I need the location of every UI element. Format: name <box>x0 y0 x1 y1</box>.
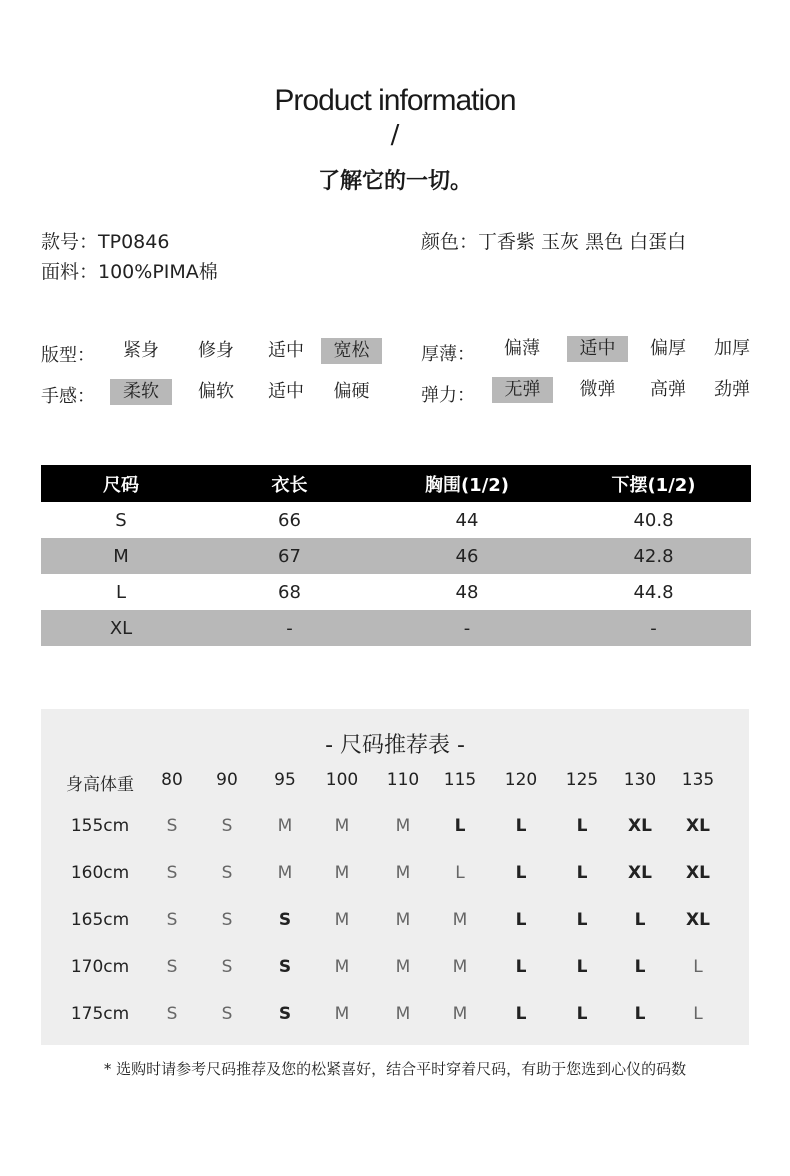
recommended-size-cell: XL <box>686 910 710 930</box>
length-cell: 68 <box>278 581 301 603</box>
recommended-size-cell: M <box>452 1004 468 1024</box>
recommended-size-cell: XL <box>628 863 652 883</box>
recommended-size-cell: L <box>515 1004 527 1024</box>
fit-option[interactable]: 宽松 <box>321 338 382 364</box>
recommended-size-cell: L <box>455 863 465 883</box>
thickness-option[interactable]: 适中 <box>567 336 628 362</box>
thickness-option[interactable]: 偏厚 <box>650 338 686 359</box>
elasticity-option[interactable]: 无弹 <box>492 377 553 403</box>
recommended-size-cell: L <box>693 1004 703 1024</box>
chest-cell: 48 <box>455 581 479 603</box>
size-cell: S <box>115 509 127 531</box>
size-table-header-cell: 下摆(1/2) <box>556 465 751 502</box>
weight-header: 125 <box>565 770 599 790</box>
recommended-size-cell: M <box>395 910 411 930</box>
recommended-size-cell: M <box>395 863 411 883</box>
recommended-size-cell: M <box>452 910 468 930</box>
recommended-size-cell: L <box>693 957 703 977</box>
size-cell: L <box>115 581 127 603</box>
footnote: * 选购时请参考尺码推荐及您的松紧喜好，结合平时穿着尺码，有助于您选到心仪的码数 <box>103 1060 687 1078</box>
table-row <box>41 502 751 538</box>
hem-cell: 40.8 <box>633 509 674 531</box>
recommended-size-cell: S <box>221 816 233 836</box>
hand-feel-option[interactable]: 偏硬 <box>333 381 370 402</box>
recommended-size-cell: L <box>454 816 466 836</box>
weight-header: 130 <box>623 770 657 790</box>
fit-option[interactable]: 紧身 <box>123 340 159 361</box>
elasticity-option[interactable]: 微弹 <box>579 379 616 400</box>
height-label: 170cm <box>70 957 130 977</box>
fit-label: 版型： <box>41 345 95 366</box>
size-table-header-cell: 衣长 <box>201 465 378 502</box>
chest-cell: - <box>378 610 556 646</box>
thickness-option[interactable]: 加厚 <box>714 338 750 359</box>
elasticity-option[interactable]: 高弹 <box>650 379 686 400</box>
table-row <box>41 574 751 610</box>
recommended-size-cell: L <box>515 910 527 930</box>
recommended-size-cell: M <box>334 957 350 977</box>
fabric-info: 面料：100%PIMA棉 <box>41 261 218 283</box>
weight-header: 90 <box>216 770 238 790</box>
fit-option[interactable]: 修身 <box>198 340 234 361</box>
fit-option[interactable]: 适中 <box>268 340 304 361</box>
title-divider: / <box>390 120 400 150</box>
recommended-size-cell: S <box>221 1004 233 1024</box>
recommended-size-cell: L <box>634 1004 646 1024</box>
length-cell: - <box>201 610 378 646</box>
height-label: 165cm <box>70 910 130 930</box>
weight-header: 115 <box>443 770 477 790</box>
recommended-size-cell: S <box>166 816 178 836</box>
recommended-size-cell: M <box>334 816 350 836</box>
recommended-size-cell: M <box>395 1004 411 1024</box>
chest-cell: 44 <box>455 509 479 531</box>
hand-feel-option[interactable]: 偏软 <box>198 381 234 402</box>
recommended-size-cell: L <box>634 910 646 930</box>
recommended-size-cell: M <box>277 863 293 883</box>
height-weight-header: 身高体重 <box>66 775 134 795</box>
recommended-size-cell: L <box>515 863 527 883</box>
recommended-size-cell: S <box>221 910 233 930</box>
length-cell: 66 <box>278 509 301 531</box>
height-label: 160cm <box>70 863 130 883</box>
recommended-size-cell: S <box>278 957 292 977</box>
recommended-size-cell: L <box>515 816 527 836</box>
size-table-header-cell: 胸围(1/2) <box>378 465 556 502</box>
elasticity-option[interactable]: 劲弹 <box>714 379 750 400</box>
height-label: 155cm <box>70 816 130 836</box>
recommended-size-cell: M <box>334 1004 350 1024</box>
recommended-size-cell: XL <box>628 816 652 836</box>
size-table <box>41 465 751 646</box>
recommended-size-cell: S <box>166 957 178 977</box>
recommended-size-cell: L <box>634 957 646 977</box>
size-cell: XL <box>41 610 201 646</box>
weight-header: 110 <box>386 770 420 790</box>
hand-feel-option[interactable]: 柔软 <box>110 379 172 405</box>
hand-feel-option[interactable]: 适中 <box>268 381 304 402</box>
elasticity-label: 弹力： <box>421 385 475 406</box>
recommended-size-cell: S <box>166 863 178 883</box>
recommended-size-cell: M <box>334 863 350 883</box>
recommended-size-cell: L <box>576 863 588 883</box>
recommended-size-cell: M <box>334 910 350 930</box>
weight-header: 135 <box>681 770 715 790</box>
recommended-size-cell: L <box>576 957 588 977</box>
recommended-size-cell: L <box>515 957 527 977</box>
thickness-label: 厚薄： <box>421 344 475 365</box>
weight-header: 80 <box>161 770 183 790</box>
weight-header: 100 <box>325 770 359 790</box>
weight-header: 95 <box>274 770 296 790</box>
chest-cell: 46 <box>378 538 556 574</box>
hem-cell: - <box>556 610 751 646</box>
recommended-size-cell: S <box>278 910 292 930</box>
recommended-size-cell: L <box>576 910 588 930</box>
weight-header: 120 <box>504 770 538 790</box>
hem-cell: 44.8 <box>633 581 674 603</box>
hem-cell: 42.8 <box>556 538 751 574</box>
size-cell: M <box>41 538 201 574</box>
recommended-size-cell: XL <box>686 863 710 883</box>
thickness-option[interactable]: 偏薄 <box>504 338 540 359</box>
recommendation-title: - 尺码推荐表 - <box>325 733 465 758</box>
recommended-size-cell: M <box>395 816 411 836</box>
length-cell: 67 <box>201 538 378 574</box>
recommended-size-cell: XL <box>686 816 710 836</box>
recommended-size-cell: S <box>166 910 178 930</box>
recommended-size-cell: M <box>395 957 411 977</box>
page-subtitle: 了解它的一切。 <box>317 169 472 194</box>
recommended-size-cell: S <box>221 863 233 883</box>
recommended-size-cell: S <box>278 1004 292 1024</box>
recommended-size-cell: S <box>166 1004 178 1024</box>
recommended-size-cell: L <box>576 1004 588 1024</box>
style-number: 款号：TP0846 <box>41 231 170 253</box>
color-info: 颜色：丁香紫 玉灰 黑色 白蛋白 <box>421 231 687 253</box>
hand-feel-label: 手感： <box>41 386 95 407</box>
size-table-header <box>41 465 751 502</box>
table-row <box>41 538 751 574</box>
size-table-header-cell: 尺码 <box>41 465 201 502</box>
table-row <box>41 610 751 646</box>
height-label: 175cm <box>70 1004 130 1024</box>
recommended-size-cell: S <box>221 957 233 977</box>
recommended-size-cell: L <box>576 816 588 836</box>
recommended-size-cell: M <box>277 816 293 836</box>
page-title: Product information <box>274 84 516 117</box>
recommended-size-cell: M <box>452 957 468 977</box>
